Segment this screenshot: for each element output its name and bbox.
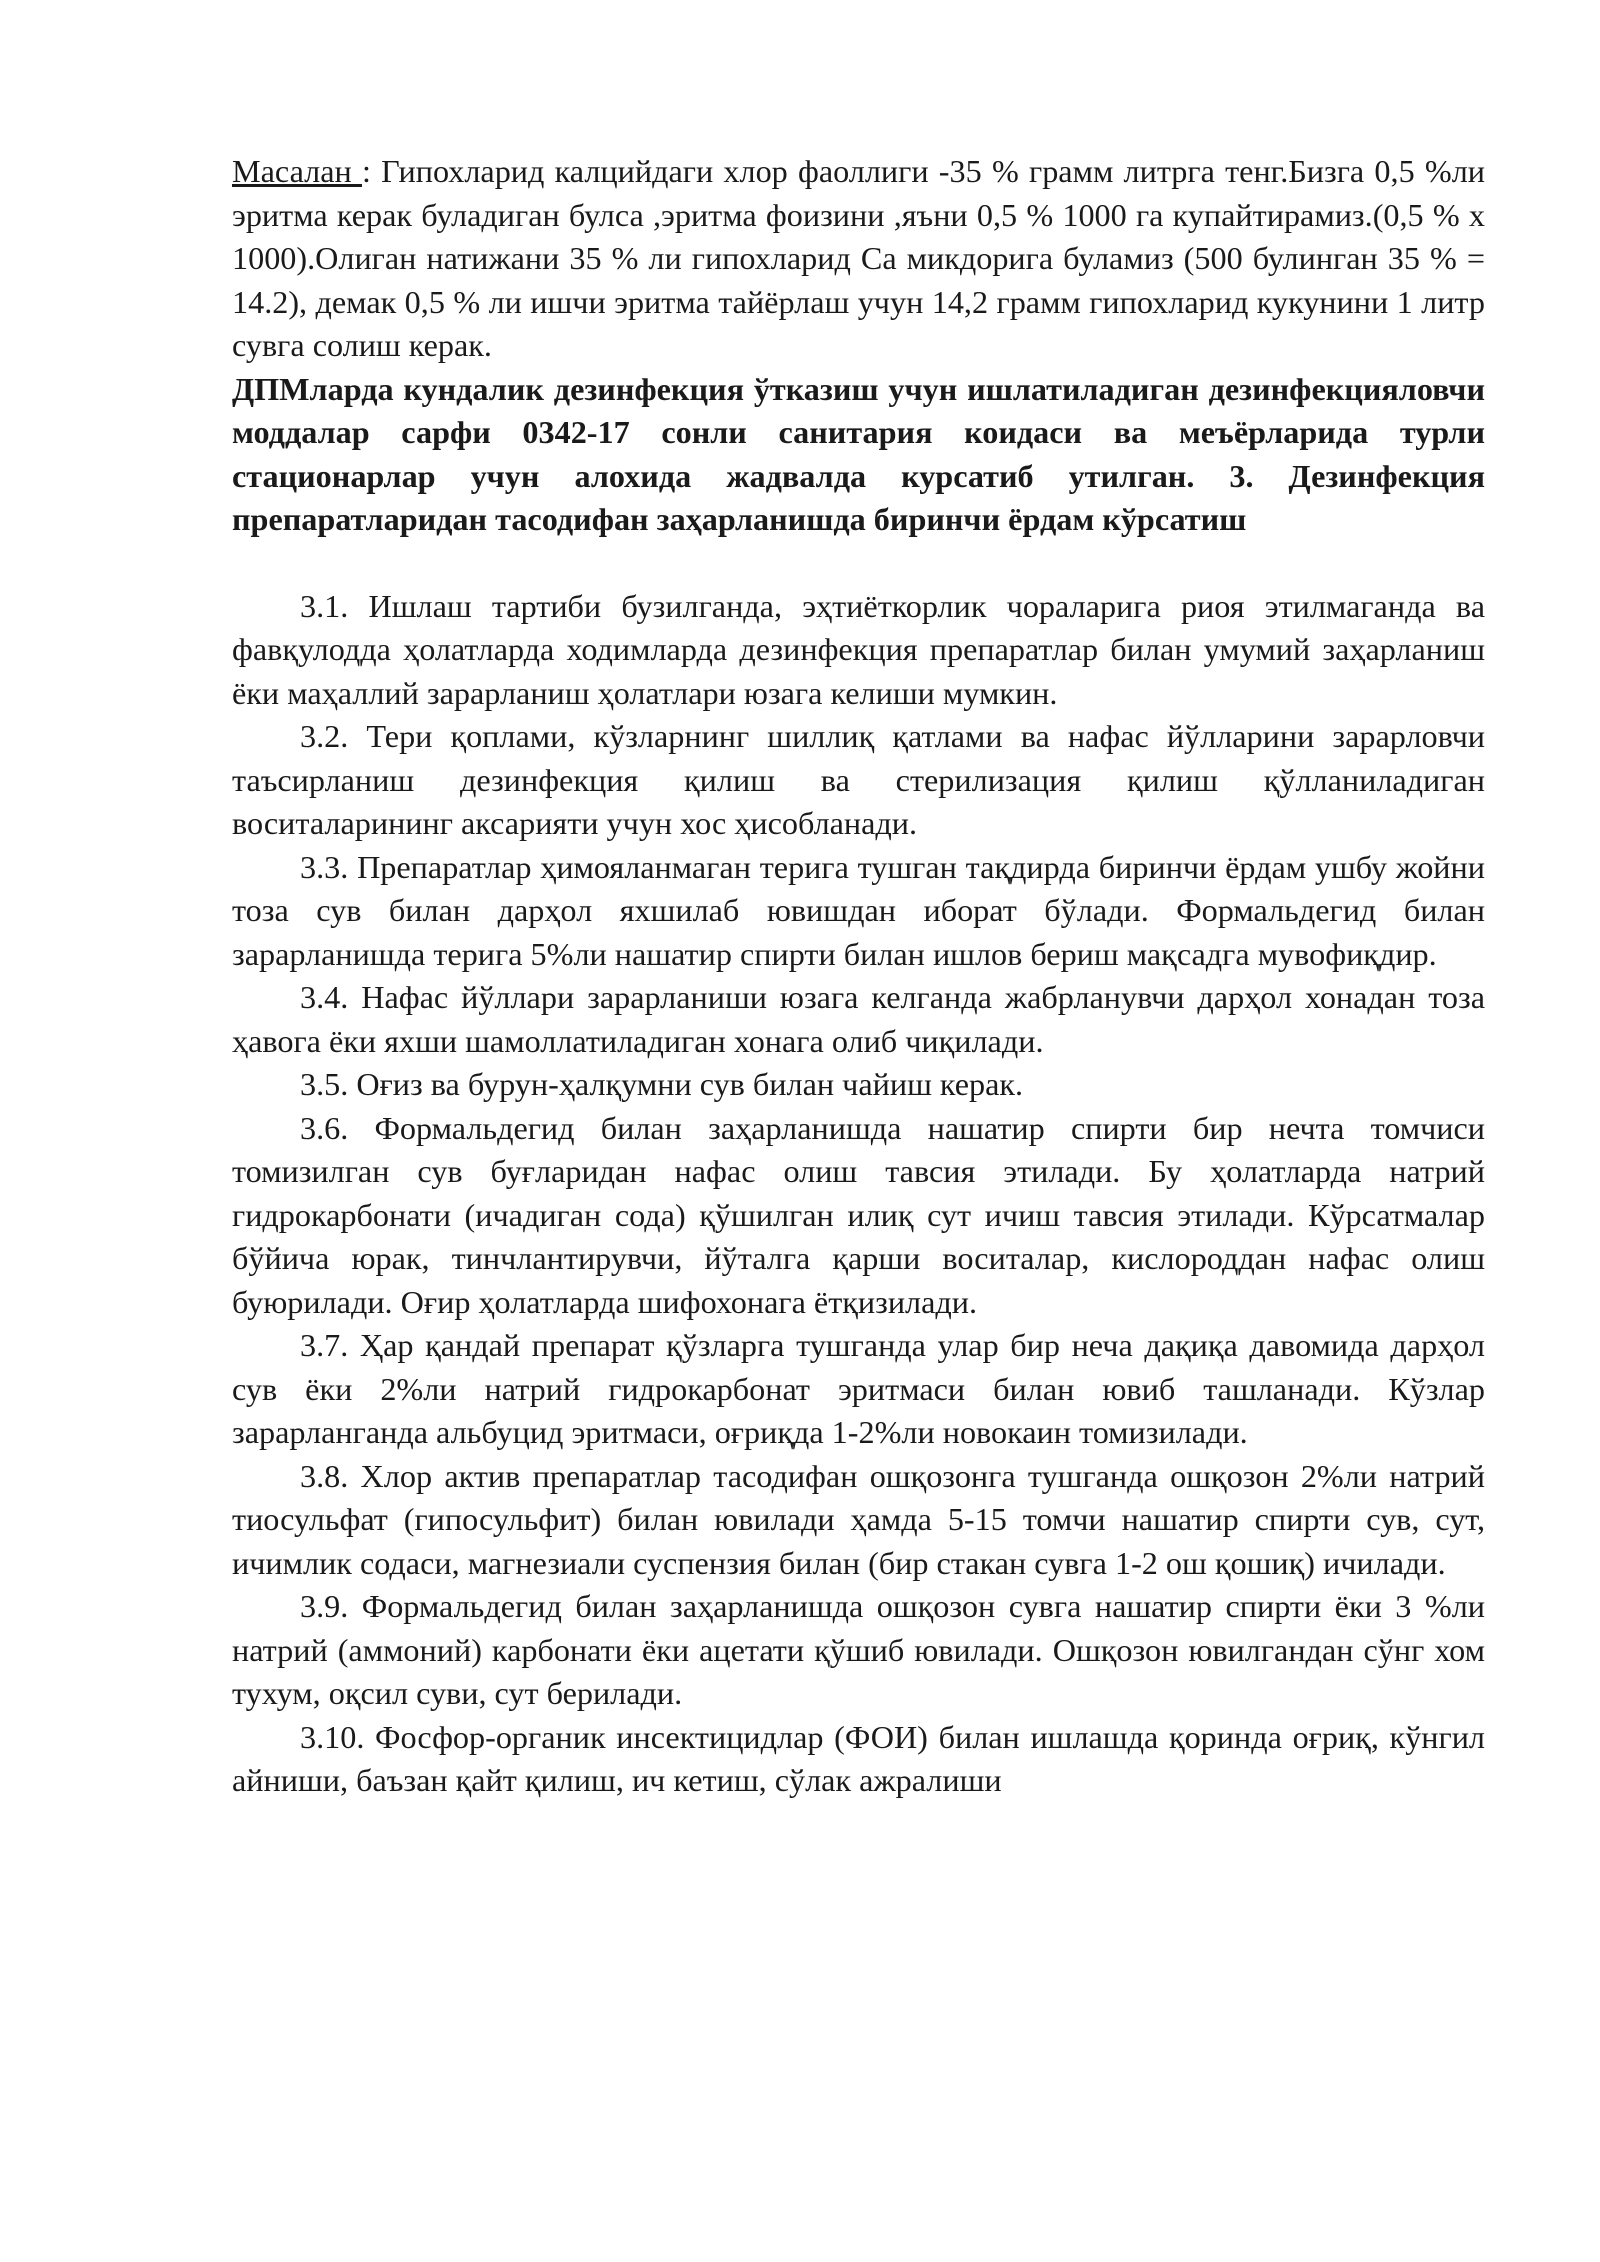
paragraph-3-10: 3.10. Фосфор-органик инсектицидлар (ФОИ) билан ишлашда қоринда оғриқ, кўнгил айниши, баъзан қайт қилиш, ич кетиш, сўлак ажралиши (232, 1718, 1485, 1798)
example-text: : Гипохларид калцийдаги хлор фаоллиги -35 % грамм литрга тенг.Бизга 0,5 %ли эритма керак буладиган булса ,эритма фоизини ,яъни 0,5 % 1000 га купайтирамиз.(0,5 % х 1000).Олиган натижани 35 % ли гипохларид Са микдорига буламиз (500 булинган 35 % = 14.2), демак 0,5 % ли ишчи эритма тайёрлаш учун 14,2 грамм гипохларид кукунини 1 литр сувга солиш керак. (232, 153, 1485, 363)
example-paragraph (232, 150, 1485, 368)
paragraph-3-9: 3.9. Формальдегид билан заҳарланишда ошқозон сувга нашатир спирти ёки 3 %ли натрий (аммоний) карбонати ёки ацетати қўшиб ювилади. Ошқозон ювилгандан сўнг хом тухум, оқсил суви, сут берилади. (232, 1588, 1485, 1711)
paragraph-3-5: 3.5. Оғиз ва бурун-ҳалқумни сув билан чайиш керак. (300, 1066, 1024, 1102)
paragraph-3-7: 3.7. Ҳар қандай препарат қўзларга тушганда улар бир неча дақиқа давомида дарҳол сув ёки 2%ли натрий гидрокарбонат эритмаси билан ювиб ташланади. Кўзлар зарарланганда альбуцид эритмаси, оғриқда 1-2%ли новокаин томизилади. (232, 1327, 1485, 1450)
paragraph-3-1: 3.1. Ишлаш тартиби бузилганда, эҳтиёткорлик чораларига риоя этилмаганда ва фавқулодда ҳолатларда ходимларда дезинфекция препаратлар билан умумий заҳарланиш ёки маҳаллий зарарланиш ҳолатлари юзага келиши мумкин. (232, 587, 1485, 711)
example-label: Масалан (232, 153, 362, 189)
paragraph-3-6: 3.6. Формальдегид билан заҳарланишда нашатир спирти бир нечта томчиси томизилган сув буғларидан нафас олиш тавсия этилади. Бу ҳолатларда натрий гидрокарбонати (ичадиган сода) қўшилган илиқ сут ичиш тавсия этилади. Кўрсатмалар бўйича юрак, тинчлантирувчи, йўталга қарши воситалар, кислороддан нафас олиш буюрилади. Оғир ҳолатларда шифохонага ётқизилади. (232, 1109, 1485, 1320)
paragraph-3-4: 3.4. Нафас йўллари зарарланиши юзага келганда жабрланувчи дарҳол хонадан тоза ҳавога ёки яхши шамоллатиладиган хонага олиб чиқилади. (232, 979, 1485, 1059)
paragraph-3-2: 3.2. Тери қоплами, кўзларнинг шиллиқ қатлами ва нафас йўлларини зарарловчи таъсирланиш дезинфекция қилиш ва стерилизация қилиш қўлланиладиган воситаларининг аксарияти учун хос ҳисобланади. (232, 718, 1485, 841)
section-heading: ДПМларда кундалик дезинфекция ўтказиш учун ишлатиладиган дезинфекцияловчи моддалар сарфи 0342-17 сонли санитария коидаси ва меъёрларида турли стационарлар учун алохида жадвалда курсатиб утилган. 3. Дезинфекция препаратларидан тасодифан заҳарланишда биринчи ёрдам кўрсатиш (232, 370, 1485, 537)
paragraph-3-8: 3.8. Хлор актив препаратлар тасодифан ошқозонга тушганда ошқозон 2%ли натрий тиосульфат (гипосульфит) билан ювилади ҳамда 5-15 томчи нашатир спирти сув, сут, ичимлик содаси, магнезиали суспензия билан (бир стакан сувга 1-2 ош қошиқ) ичилади. (232, 1457, 1485, 1581)
blank-line (232, 542, 1485, 585)
paragraph-3-3: 3.3. Препаратлар ҳимояланмаган терига тушган тақдирда биринчи ёрдам ушбу жойни тоза сув билан дарҳол яхшилаб ювишдан иборат бўлади. Формальдегид билан зарарланишда терига 5%ли нашатир спирти билан ишлов бериш мақсадга мувофиқдир. (232, 848, 1485, 972)
document-page (232, 150, 1485, 1803)
